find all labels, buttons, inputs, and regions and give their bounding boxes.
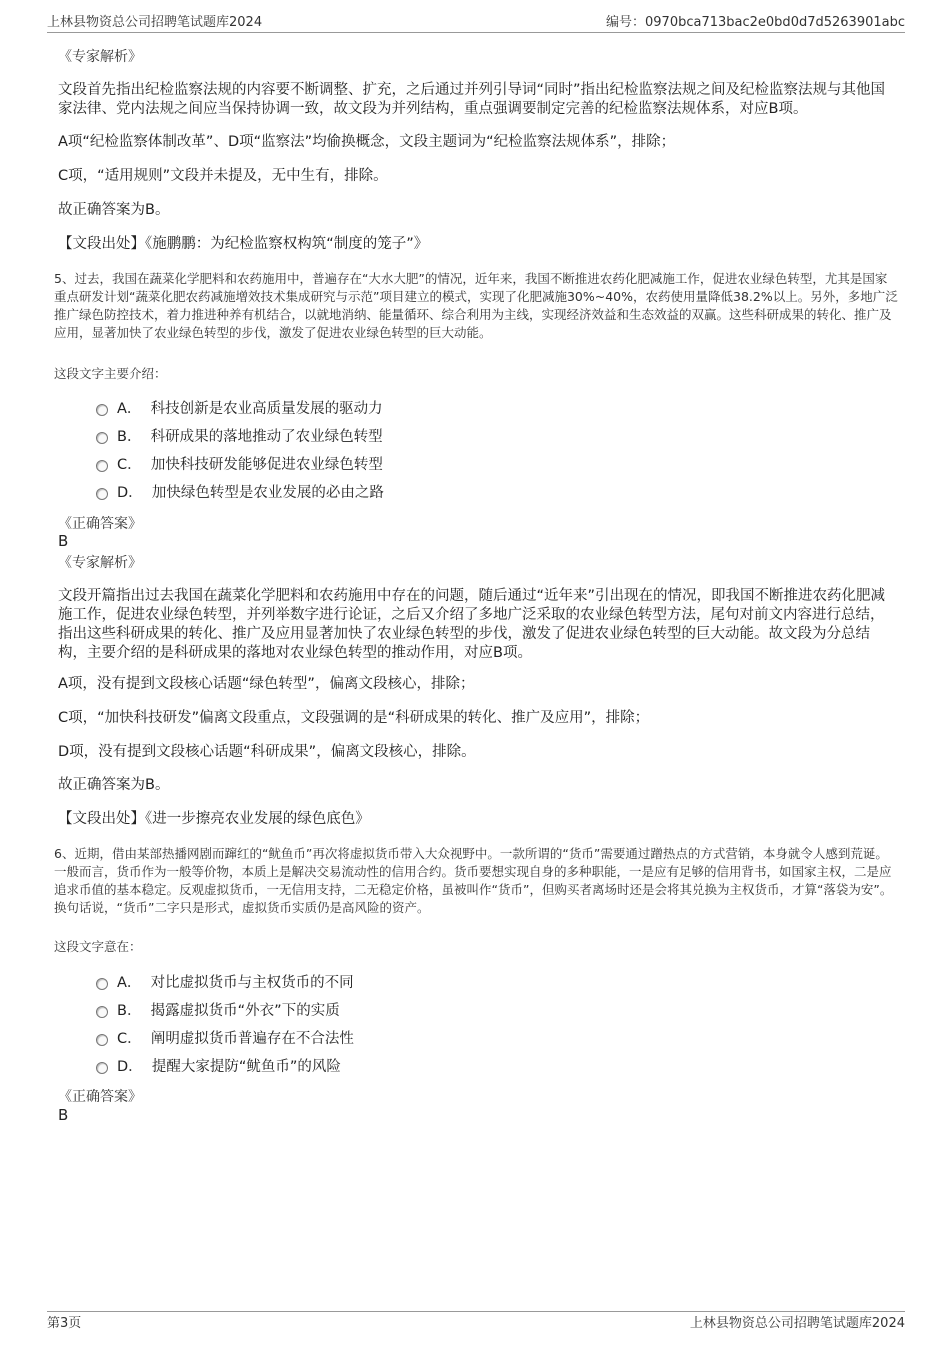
question-prompt: 这段文字主要介绍： (54, 366, 167, 381)
question-stem: 6、近期，借由某部热播网剧而蹿红的“鱿鱼币”再次将虚拟货币带入大众视野中。一款所谓的“货币”需要通过蹭热点的方式营销，本身就令人感到荒诞。一般而言，货币作为一般等价物，本质上是解决交易流动性的信用合约。货币要想实现自身的多种职能，一是应有足够的信用背书，如国家主权，二是应追求币值的基本稳定。反观虚拟货币，一无信用支持，二无稳定价格，虽被叫作“货币”，但购买者离场时还是会将其兑换为主权货币，才算“落袋为安”。换句话说，“货币”二字只是形式，虚拟货币实质仍是高风险的资产。 (54, 846, 893, 915)
source-title: 《进一步擦亮农业发展的绿色底色》 (145, 811, 370, 827)
option-letter: A． (117, 401, 142, 417)
question-stem: 5、过去，我国在蔬菜化学肥料和农药施用中，普遍存在“大水大肥”的情况，近年来，我国不断推进农药化肥减施工作，促进农业绿色转型，尤其是国家重点研发计划“蔬菜化肥农药减施增效技术集成研究与示范”项目建立的模式，实现了化肥减施30%~40%，农药使用量降低38.2%以上。另外，多地广泛推广绿色防控技术，着力推进种养有机结合，以就地消纳、能量循环、综合利用为主线，实现经济效益和生态效益的双赢。这些科研成果的转化、推广及应用，显著加快了农业绿色转型的步伐，激发了促进农业绿色转型的巨大动能。 (54, 271, 898, 340)
option-letter: C． (117, 1031, 142, 1047)
source-line (58, 235, 892, 254)
analysis-text: 文段开篇指出过去我国在蔬菜化学肥料和农药施用中存在的问题，随后通过“近年来”引出现在的情况，即我国不断推进农药化肥减施工作，促进农业绿色转型，并列举数字进行论证，之后又介绍了多地广泛采取的农业绿色转型方法，尾句对前文内容进行总结，指出这些科研成果的转化、推广及应用显著加快了农业绿色转型的步伐，激发了促进农业绿色转型的巨大动能。故文段为分总结构，主要介绍的是科研成果的落地对农业绿色转型的推动作用，对应B项。 (58, 588, 886, 661)
source-tag: 【文段出处】 (58, 811, 145, 827)
radio-button[interactable] (96, 460, 108, 472)
analysis-text: 文段首先指出纪检监察法规的内容要不断调整、扩充，之后通过并列引导词“同时”指出纪检监察法规之间及纪检监察法规与其他国家法律、党内法规之间应当保持协调一致，故文段为并列结构，重点强调要制定完善的纪检监察法规体系，对应B项。 (58, 82, 886, 117)
analysis-label: 《专家解析》 (58, 555, 142, 571)
exclusion-line: D项，没有提到文段核心话题“科研成果”，偏离文段核心，排除。 (58, 744, 476, 760)
source-title: 《施鹏鹏：为纪检监察权构筑“制度的笼子”》 (145, 236, 429, 252)
question-prompt: 这段文字意在： (54, 939, 142, 954)
analysis-label: 《专家解析》 (58, 49, 142, 65)
radio-button[interactable] (96, 1034, 108, 1046)
option-text: 阐明虚拟货币普遍存在不合法性 (150, 1031, 354, 1047)
option-letter: B． (117, 429, 142, 445)
answer-label: 《正确答案》 (58, 1089, 142, 1105)
exclusion-line: C项，“加快科技研发”偏离文段重点，文段强调的是“科研成果的转化、推广及应用”，排除； (58, 710, 650, 726)
conclusion-line: 故正确答案为B。 (58, 202, 170, 218)
option-text: 加快科技研发能够促进农业绿色转型 (150, 457, 383, 473)
option-letter: D． (117, 485, 143, 501)
radio-button[interactable] (96, 1006, 108, 1018)
source-line (58, 810, 892, 829)
answer-value: B (58, 532, 69, 550)
conclusion-line: 故正确答案为B。 (58, 777, 170, 793)
option-text: 提醒大家提防“鱿鱼币”的风险 (151, 1059, 341, 1075)
option-letter: D． (117, 1059, 143, 1075)
exclusion-line: A项“纪检监察体制改革”、D项“监察法”均偷换概念，文段主题词为“纪检监察法规体系”，排除； (58, 134, 676, 150)
answer-label: 《正确答案》 (58, 516, 142, 532)
radio-button[interactable] (96, 978, 108, 990)
answer-value: B (58, 1106, 69, 1124)
option-letter: C． (117, 457, 142, 473)
option-text: 加快绿色转型是农业发展的必由之路 (151, 485, 384, 501)
option-text: 对比虚拟货币与主权货币的不同 (150, 975, 354, 991)
header-title: 上林县物资总公司招聘笔试题库2024 (47, 15, 263, 30)
radio-button[interactable] (96, 404, 108, 416)
footer-title: 上林县物资总公司招聘笔试题库2024 (689, 1316, 905, 1331)
option-letter: A． (117, 975, 142, 991)
page-footer (47, 1311, 905, 1332)
option-text: 揭露虚拟货币“外衣”下的实质 (150, 1003, 340, 1019)
page-number: 第3页 (47, 1316, 82, 1331)
source-tag: 【文段出处】 (58, 236, 145, 252)
page-header (47, 14, 905, 33)
exclusion-line: A项，没有提到文段核心话题“绿色转型”，偏离文段核心，排除； (58, 676, 475, 692)
exclusion-line: C项，“适用规则”文段并未提及，无中生有，排除。 (58, 168, 388, 184)
radio-button[interactable] (96, 1062, 108, 1074)
header-code: 编号：0970bca713bac2e0bd0d7d5263901abc (606, 15, 905, 30)
option-text: 科研成果的落地推动了农业绿色转型 (150, 429, 383, 445)
radio-button[interactable] (96, 432, 108, 444)
option-text: 科技创新是农业高质量发展的驱动力 (150, 401, 383, 417)
radio-button[interactable] (96, 488, 108, 500)
option-letter: B． (117, 1003, 142, 1019)
